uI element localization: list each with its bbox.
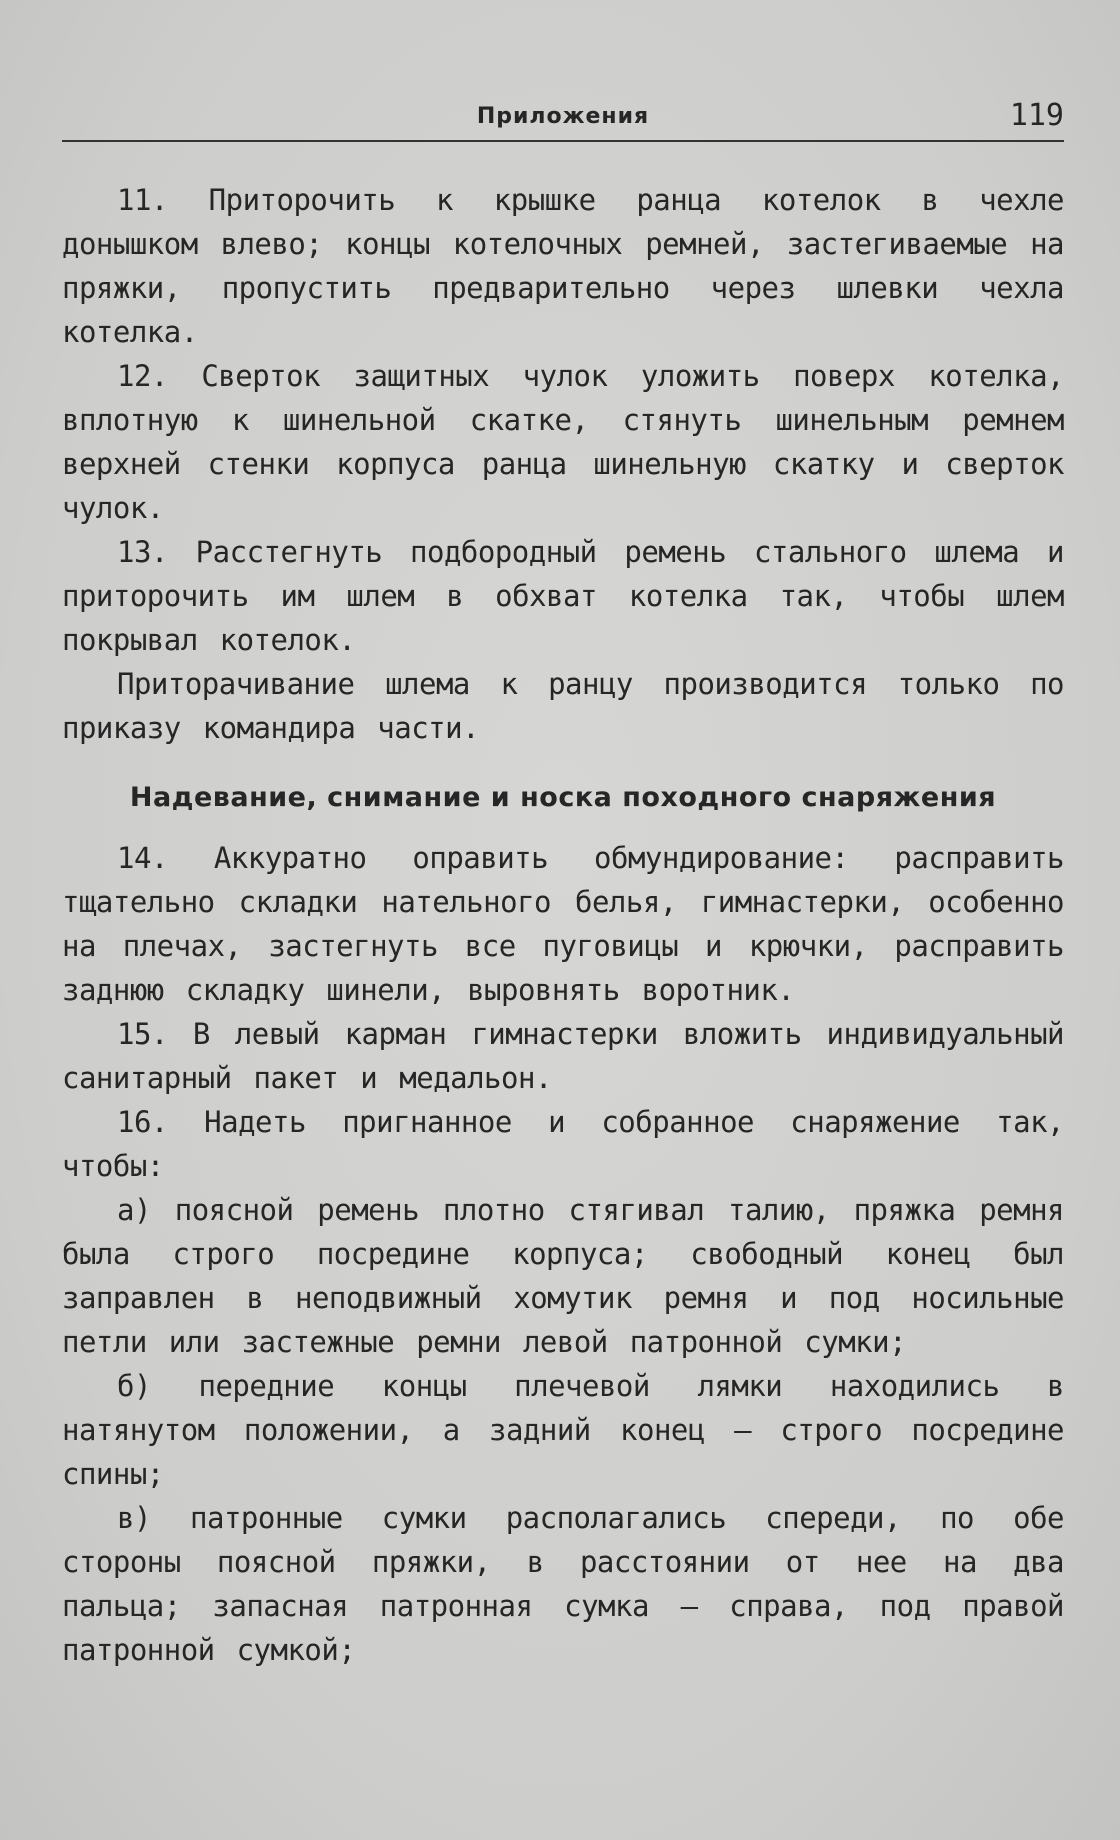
paragraph-14: 14. Аккуратно оправить обмундирование: расправить тщательно складки нательного белья, гимнастерки, особенно на плечах, застегнуть все пуговицы и крючки, расправить заднюю складку шинели, выровнять воротник. — [62, 841, 1064, 1007]
page-number: 119 — [1009, 98, 1064, 133]
paragraph-16v: в) патронные сумки располагались спереди, по обе стороны поясной пряжки, в расстоянии от нее на два пальца; запасная патронная сумка — справа, под правой патронной сумкой; — [62, 1501, 1064, 1667]
paragraph-16a: а) поясной ремень плотно стягивал талию, пряжка ремня была строго посредине корпуса; свободный конец был заправлен в неподвижный хомутик ремня и под носильные петли или застежные ремни левой патронной сумки; — [62, 1193, 1064, 1359]
paragraph-15: 15. В левый карман гимнастерки вложить индивидуальный санитарный пакет и медальон. — [62, 1017, 1064, 1095]
paragraph-note: Приторачивание шлема к ранцу производится только по приказу командира части. — [62, 667, 1064, 745]
running-header — [62, 96, 1064, 142]
page-content — [62, 178, 1064, 1672]
paragraph-13: 13. Расстегнуть подбородный ремень стального шлема и приторочить им шлем в обхват котелка так, чтобы шлем покрывал котелок. — [62, 535, 1064, 657]
running-title: Приложения — [476, 104, 650, 129]
paragraph-12: 12. Сверток защитных чулок уложить поверх котелка, вплотную к шинельной скатке, стянуть шинельным ремнем верхней стенки корпуса ранца шинельную скатку и сверток чулок. — [62, 359, 1064, 525]
section-heading: Надевание, снимание и носка походного снаряжения — [129, 782, 997, 813]
paragraph-11: 11. Приторочить к крышке ранца котелок в чехле донышком влево; концы котелочных ремней, застегиваемые на пряжки, пропустить предварительно через шлевки чехла котелка. — [62, 183, 1064, 349]
paragraph-16: 16. Надеть пригнанное и собранное снаряжение так, чтобы: — [62, 1105, 1064, 1183]
paragraph-16b: б) передние концы плечевой лямки находились в натянутом положении, а задний конец — строго посредине спины; — [62, 1369, 1064, 1491]
